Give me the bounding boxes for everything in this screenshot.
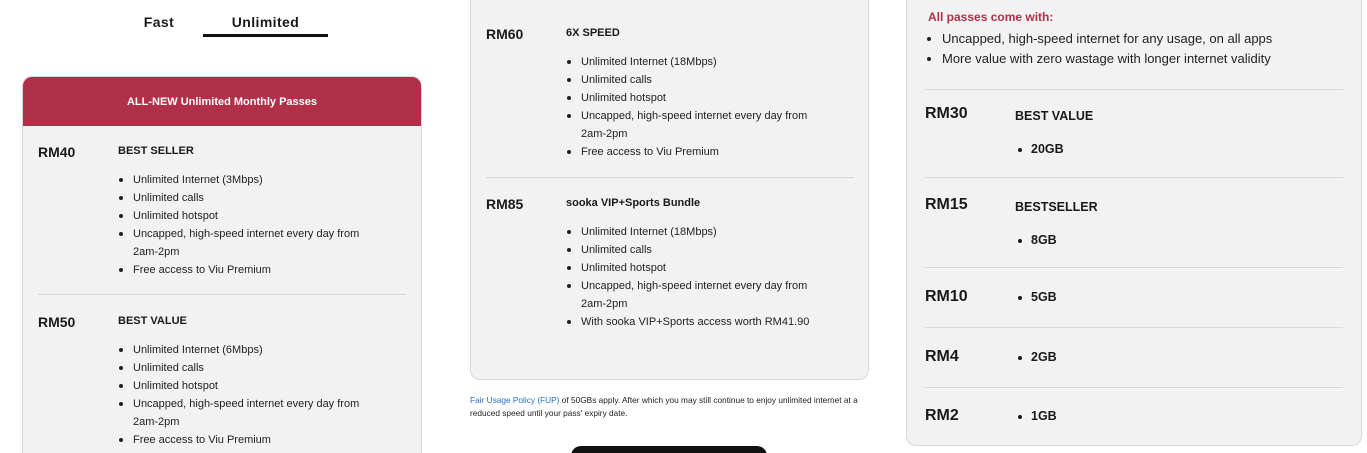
feature-item: Unlimited calls [566, 241, 851, 259]
pass-label: BEST VALUE [1015, 109, 1094, 123]
passes-title: All passes come with: [928, 10, 1054, 24]
plan-price: RM60 [486, 26, 524, 42]
plan-rm60[interactable] [486, 26, 856, 166]
pass-data: 2GB [1017, 350, 1057, 364]
plan-label: BEST VALUE [118, 315, 187, 327]
plan-label: 6X SPEED [566, 27, 620, 39]
feature-item: Unlimited calls [118, 189, 398, 207]
pass-data: 5GB [1017, 290, 1057, 304]
feature-item: Unlimited Internet (18Mbps) [566, 223, 851, 241]
benefit-item: Uncapped, high-speed internet for any usage, on all apps [925, 29, 1272, 49]
unlimited-passes-card-continued [470, 0, 869, 380]
feature-item-continuation: 2am-2pm [581, 298, 628, 310]
feature-item: Uncapped, high-speed internet every day from [118, 225, 398, 243]
pass-price: RM15 [925, 196, 968, 213]
divider [925, 89, 1343, 90]
feature-list [566, 53, 851, 161]
feature-item: Unlimited hotspot [566, 89, 851, 107]
fup-link[interactable]: Fair Usage Policy (FUP) [470, 395, 560, 405]
divider [925, 267, 1343, 268]
feature-item: Unlimited Internet (3Mbps) [118, 171, 398, 189]
plan-price: RM85 [486, 196, 524, 212]
pass-data: 8GB [1017, 233, 1057, 247]
feature-list [118, 341, 398, 449]
pass-price: RM2 [925, 407, 959, 424]
feature-item: Free access to Viu Premium [566, 143, 851, 161]
divider [925, 387, 1343, 388]
feature-item: Unlimited calls [118, 359, 398, 377]
feature-item: Unlimited Internet (18Mbps) [566, 53, 851, 71]
pass-data: 20GB [1017, 142, 1064, 156]
divider [38, 294, 406, 295]
feature-item: Free access to Viu Premium [118, 431, 398, 449]
feature-item: Unlimited hotspot [118, 377, 398, 395]
pass-data: 1GB [1017, 409, 1057, 423]
pass-price: RM10 [925, 288, 968, 305]
feature-item: Unlimited calls [566, 71, 851, 89]
tab-fast[interactable]: Fast [143, 14, 175, 30]
feature-item: Uncapped, high-speed internet every day from [566, 107, 851, 125]
benefits-list [925, 29, 1272, 69]
plan-rm85[interactable] [486, 196, 856, 336]
feature-item-continuation: 2am-2pm [581, 128, 628, 140]
feature-item: Uncapped, high-speed internet every day from [566, 277, 851, 295]
feature-item: Unlimited hotspot [566, 259, 851, 277]
feature-item: With sooka VIP+Sports access worth RM41.90 [566, 313, 851, 331]
fup-text: of 50GBs apply. After which you may still continue to enjoy unlimited internet at a reduced speed until your pass' expiry date. [470, 395, 858, 418]
plan-price: RM40 [38, 144, 76, 160]
plan-label: sooka VIP+Sports Bundle [566, 197, 701, 209]
pass-price: RM30 [925, 105, 968, 122]
card-header: ALL-NEW Unlimited Monthly Passes [23, 77, 421, 126]
pass-price: RM4 [925, 348, 959, 365]
feature-item: Unlimited Internet (6Mbps) [118, 341, 398, 359]
plan-rm50[interactable] [38, 314, 408, 453]
plan-price: RM50 [38, 314, 76, 330]
fair-usage-note [470, 394, 870, 420]
feature-item: Uncapped, high-speed internet every day from [118, 395, 398, 413]
cta-button[interactable] [571, 446, 767, 453]
feature-item-continuation: 2am-2pm [133, 416, 180, 428]
unlimited-monthly-passes-card [22, 76, 422, 453]
feature-item-continuation: 2am-2pm [133, 246, 180, 258]
feature-item: Unlimited hotspot [118, 207, 398, 225]
pass-label: BESTSELLER [1015, 200, 1098, 214]
divider [925, 327, 1343, 328]
feature-list [118, 171, 398, 279]
plan-rm40[interactable] [38, 144, 408, 284]
tab-unlimited[interactable]: Unlimited [203, 10, 328, 37]
divider [925, 177, 1343, 178]
benefit-item: More value with zero wastage with longer internet validity [925, 49, 1272, 69]
data-passes-card [906, 0, 1362, 446]
feature-item: Free access to Viu Premium [118, 261, 398, 279]
feature-list [566, 223, 851, 331]
plan-label: BEST SELLER [118, 145, 194, 157]
plan-tabs [115, 10, 328, 37]
divider [486, 177, 854, 178]
